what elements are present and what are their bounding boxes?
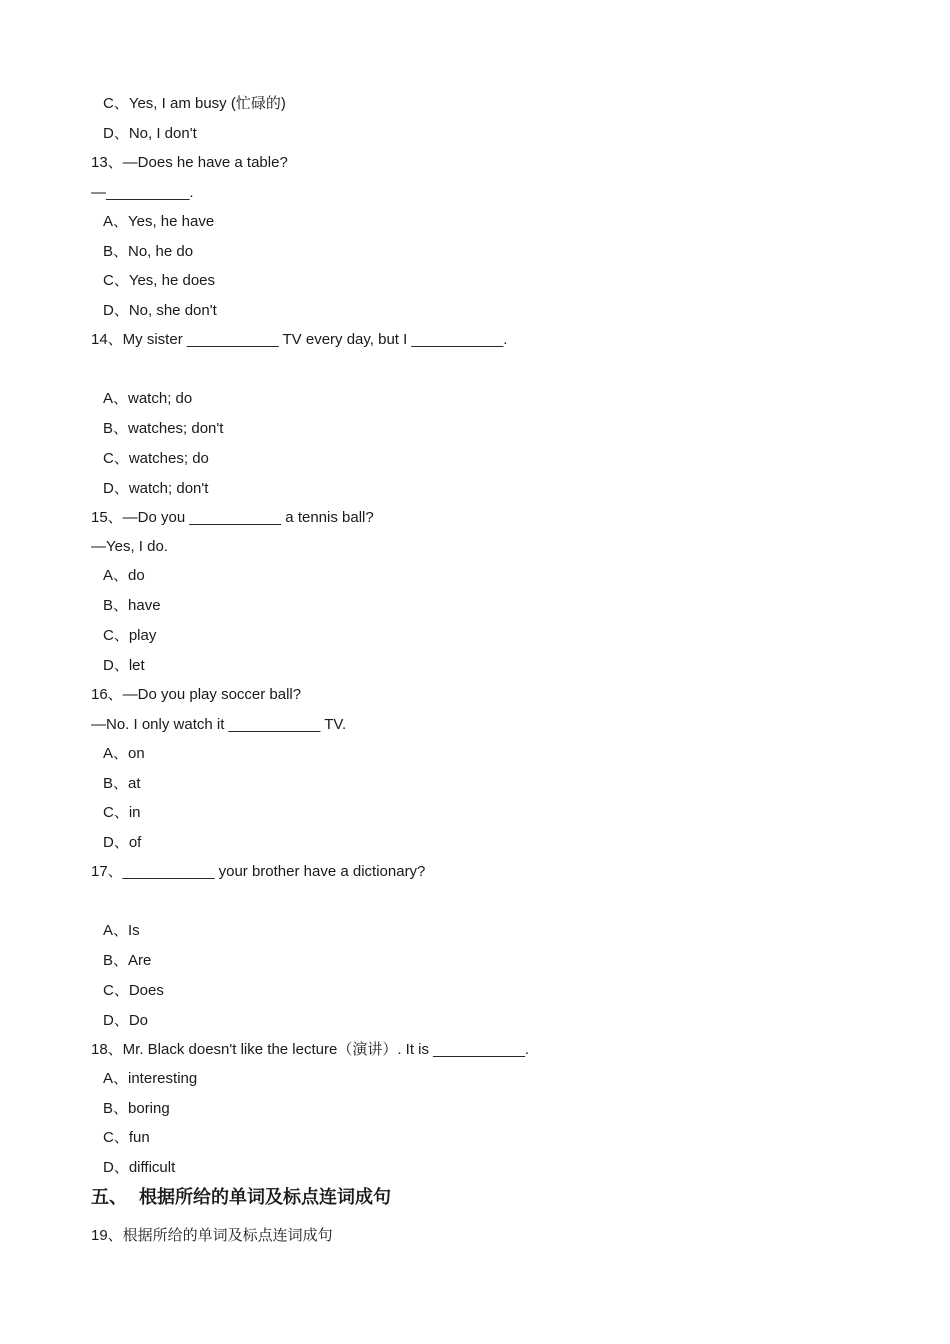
- option-q12-d[interactable]: D、No, I don't: [103, 125, 197, 142]
- option-q15-a[interactable]: A、do: [103, 567, 145, 584]
- option-q14-c[interactable]: C、watches; do: [103, 450, 209, 467]
- section-5-number: 五、: [91, 1187, 127, 1208]
- question-15-answer-line: —Yes, I do.: [91, 538, 168, 555]
- option-q13-a[interactable]: A、Yes, he have: [103, 213, 215, 230]
- option-q17-a[interactable]: A、Is: [103, 922, 140, 939]
- section-5-title: 根据所给的单词及标点连词成句: [139, 1187, 391, 1208]
- section-5-heading: [91, 1186, 391, 1210]
- option-q14-d[interactable]: D、watch; don't: [103, 480, 209, 497]
- option-q13-c[interactable]: C、Yes, he does: [103, 272, 216, 289]
- option-q18-a[interactable]: A、interesting: [103, 1070, 198, 1087]
- option-q18-b[interactable]: B、boring: [103, 1100, 170, 1117]
- option-q13-d[interactable]: D、No, she don't: [103, 302, 217, 319]
- option-q18-c[interactable]: C、fun: [103, 1129, 150, 1146]
- option-q17-d[interactable]: D、Do: [103, 1012, 149, 1029]
- option-q17-c[interactable]: C、Does: [103, 982, 164, 999]
- question-18-stem: 18、Mr. Black doesn't like the lecture（演讲）. It is ___________.: [91, 1041, 530, 1058]
- option-q18-d[interactable]: D、difficult: [103, 1159, 176, 1176]
- option-q16-b[interactable]: B、at: [103, 775, 141, 792]
- question-14-stem: 14、My sister ___________ TV every day, but I ___________.: [91, 331, 508, 348]
- option-q17-b[interactable]: B、Are: [103, 952, 152, 969]
- option-q16-a[interactable]: A、on: [103, 745, 145, 762]
- option-q16-c[interactable]: C、in: [103, 804, 141, 821]
- question-16-answer-line: —No. I only watch it ___________ TV.: [91, 716, 347, 733]
- question-15-stem: 15、—Do you ___________ a tennis ball?: [91, 509, 374, 526]
- option-q16-d[interactable]: D、of: [103, 834, 142, 851]
- question-13-stem: 13、—Does he have a table?: [91, 154, 288, 171]
- option-q15-d[interactable]: D、let: [103, 657, 145, 674]
- question-13-answer-line: —__________.: [91, 184, 194, 201]
- option-q15-c[interactable]: C、play: [103, 627, 157, 644]
- question-17-stem: 17、___________ your brother have a dictionary?: [91, 863, 426, 880]
- option-q14-a[interactable]: A、watch; do: [103, 390, 193, 407]
- option-q12-c[interactable]: C、Yes, I am busy (忙碌的): [103, 95, 286, 112]
- question-16-stem: 16、—Do you play soccer ball?: [91, 686, 302, 703]
- question-19-stem: 19、根据所给的单词及标点连词成句: [91, 1227, 333, 1244]
- option-q15-b[interactable]: B、have: [103, 597, 161, 614]
- option-q13-b[interactable]: B、No, he do: [103, 243, 194, 260]
- option-q14-b[interactable]: B、watches; don't: [103, 420, 224, 437]
